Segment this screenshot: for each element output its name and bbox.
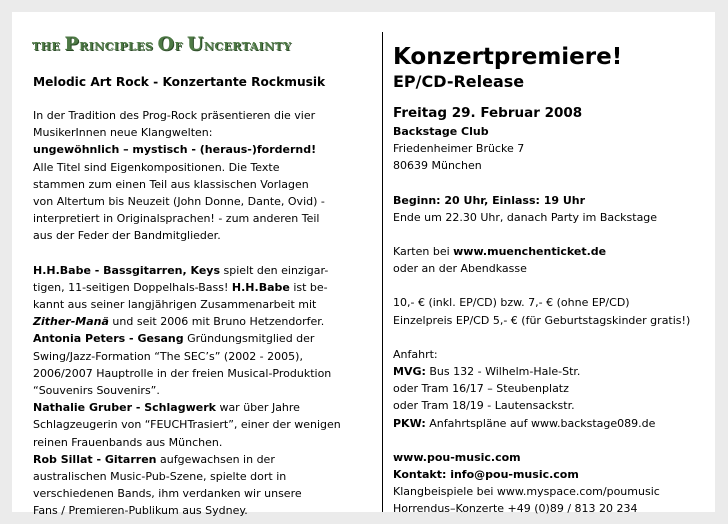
phone-line: Horrendus–Konzerte +49 (0)89 / 813 20 234 bbox=[393, 502, 638, 516]
venue-city: 80639 München bbox=[393, 159, 482, 173]
venue-name: Backstage Club bbox=[393, 125, 489, 138]
tickets-link[interactable]: www.muenchenticket.de bbox=[453, 245, 607, 259]
single-price-line: Einzelpreis EP/CD 5,- € (für Geburtstagskinder gratis!) bbox=[393, 313, 691, 327]
contact-email[interactable]: Kontakt: info@pou-music.com bbox=[393, 468, 579, 482]
flyer-card bbox=[12, 12, 715, 518]
price-line: 10,- € (inkl. EP/CD) bzw. 7,- € (ohne EP/CD) bbox=[393, 296, 630, 310]
member-antonia: Antonia Peters - Gesang Gründungsmitglied der Swing/Jazz-Formation “The SEC’s” (2002 - 2005), 2006/2007 Hauptrolle in der freien Musical-Produktion “Souvenirs Souvenirs”. bbox=[33, 332, 332, 398]
event-end: Ende um 22.30 Uhr, danach Party im Backstage bbox=[393, 210, 658, 224]
venue-street: Friedenheimer Brücke 7 bbox=[393, 142, 525, 156]
event-headline: Konzertpremiere! bbox=[393, 44, 623, 70]
myspace-line: Klangbeispiele bei www.myspace.com/poumusic bbox=[393, 485, 660, 499]
member-nathalie: Nathalie Gruber - Schlagwerk war über Jahre Schlagzeugerin von “FEUCHTrasiert”, einer der wenigen reinen Frauenbands aus München. bbox=[33, 401, 341, 449]
event-date: Freitag 29. Februar 2008 bbox=[393, 105, 583, 121]
event-times: Beginn: 20 Uhr, Einlass: 19 Uhr bbox=[393, 193, 586, 207]
directions-heading: Anfahrt: bbox=[393, 347, 438, 361]
band-website-link[interactable]: www.pou-music.com bbox=[393, 450, 521, 464]
band-subtitle: Melodic Art Rock - Konzertante Rockmusik bbox=[33, 75, 326, 89]
tickets-line: Karten bei www.muenchenticket.de bbox=[393, 245, 607, 259]
tickets-alt: oder an der Abendkasse bbox=[393, 262, 527, 276]
member-babe: H.H.Babe - Bassgitarren, Keys spielt den einzigar- tigen, 11-seitigen Doppelhals-Bass! H.H.Babe ist be- kannt aus seiner langjährigen Zusammenarbeit mit Zither-Manä und seit 2006 mit Bruno Hetzendorfer. bbox=[33, 263, 329, 329]
directions-mvg: MVG: Bus 132 - Wilhelm-Hale-Str. bbox=[393, 365, 581, 379]
directions-pkw: PKW: Anfahrtspläne auf www.backstage089.de bbox=[393, 416, 656, 430]
event-subheadline: EP/CD-Release bbox=[393, 72, 525, 91]
event-details bbox=[393, 123, 718, 518]
directions-tram2: oder Tram 18/19 - Lautensackstr. bbox=[393, 399, 575, 413]
band-logo: THE PRINCIPLES OF UNCERTAINTY bbox=[32, 33, 292, 55]
band-description: In der Tradition des Prog-Rock präsentieren die vier MusikerInnen neue Klangwelten: ungewöhnlich – mystisch - (heraus-)fordernd! Alle Titel sind Eigenkompositionen. Die Texte stammen zum einen Teil aus klassischen Vorlagen von Altertum bis Neuzeit (John Donne, Dante, Ovid) - interpretiert in Originalsprachen! - zum anderen Teil aus der Feder der Bandmitglieder. H.H.Babe - Bassgitarren, Keys spielt den einzigar- tigen, 11-seitigen Doppelhals-Bass! H.H.Babe ist be- kannt aus seiner langjährigen Zusammenarbeit mit Zither-Manä und seit 2006 mit Bruno Hetzendorfer. Antonia Peters - Gesang Gründungsmitglied der Swing/Jazz-Formation “The SEC’s” (2002 - 2005), 2006/2007 Hauptrolle in der freien Musical-Produktion “Souvenirs Souvenirs”. Nathalie Gruber - Schlagwerk war über Jahre Schlagzeugerin von “FEUCHTrasiert”, einer der wenigen reinen Frauenbands aus München. Rob Sillat - Gitarren aufgewachsen in der australischen Music-Pub-Szene, spielte dort in verschiedenen Bands, ihm verdanken wir unsere Fans / Premieren-Publikum aus Sydney. bbox=[33, 107, 378, 520]
column-divider bbox=[382, 32, 383, 512]
member-rob: Rob Sillat - Gitarren aufgewachsen in der australischen Music-Pub-Szene, spielte dort in verschiedenen Bands, ihm verdanken wir unsere Fans / Premieren-Publikum aus Sydney. bbox=[33, 452, 302, 518]
directions-tram1: oder Tram 16/17 – Steubenplatz bbox=[393, 382, 569, 396]
